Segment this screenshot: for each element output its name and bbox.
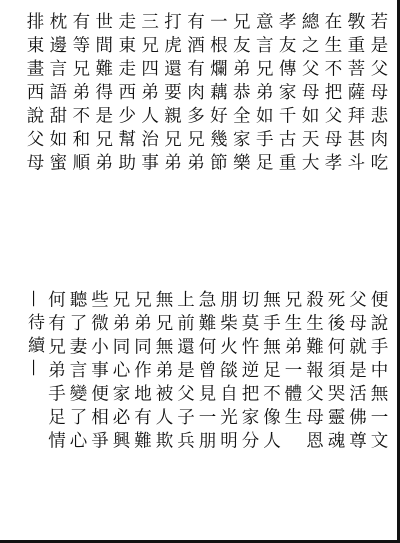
poem-line: 朋柴火燄自光明 xyxy=(217,290,238,455)
poem-line: 總之父母如天大 xyxy=(299,12,320,177)
poem-line: 何有兄弟手足情 xyxy=(45,290,66,455)
poem-line: 殺生難報父母恩 xyxy=(303,290,324,455)
poem-line: 斆重菩薩拜甚斗 xyxy=(344,12,365,177)
to-be-continued: —待續— xyxy=(24,290,44,382)
poem-line: 孝友傳家千古重 xyxy=(276,12,297,177)
poem-line: 排東畫西說父母 xyxy=(24,12,44,177)
poem-line: 上前還是父子兵 xyxy=(174,290,195,455)
poem-line: 意言兄弟如手足 xyxy=(253,12,274,177)
poem-line: 枕邊言語甜如蜜 xyxy=(46,12,67,177)
poem-line: 些微小事便相爭 xyxy=(88,290,109,455)
poem-line: 便說手中無一文 xyxy=(368,290,388,455)
poem-line: 三兄四弟人治事 xyxy=(138,12,159,177)
poem-line: 兄弟同心家必興 xyxy=(110,290,130,455)
poem-line: 父母就是活佛尊 xyxy=(346,290,367,455)
poem-line: 切莫忤逆把家分 xyxy=(239,290,259,455)
poem-line: 聽了妻言變了心 xyxy=(67,290,87,455)
poem-line: 世間難得是兄弟 xyxy=(92,12,113,177)
poem-line: 在生不把父母孝 xyxy=(321,12,342,177)
poem-bottom-block xyxy=(24,290,388,530)
poem-top-block xyxy=(24,12,388,252)
poem-line: 有等兄弟不和順 xyxy=(69,12,90,177)
poem-line: 兄生弟一體生 xyxy=(282,290,302,431)
poem-line: 有酒有肉多兄弟 xyxy=(184,12,205,177)
poem-line: 走東走西少幫助 xyxy=(115,12,136,177)
poem-line: 死後何須哭靈魂 xyxy=(325,290,345,455)
poem-line: 無兄無弟被人欺 xyxy=(153,290,173,455)
poem-line: 無手無足不像人 xyxy=(260,290,281,455)
poem-line: 兄弟同作地有難 xyxy=(131,290,152,455)
poem-line: 打虎還要親兄弟 xyxy=(161,12,182,177)
poem-line: 急難何曾見一朋 xyxy=(196,290,216,455)
poem-line: 兄友弟恭全家樂 xyxy=(230,12,251,177)
poem-line: 若是父母悲肉吃 xyxy=(367,12,388,177)
poem-line: 一根爛藕好幾節 xyxy=(207,12,228,177)
